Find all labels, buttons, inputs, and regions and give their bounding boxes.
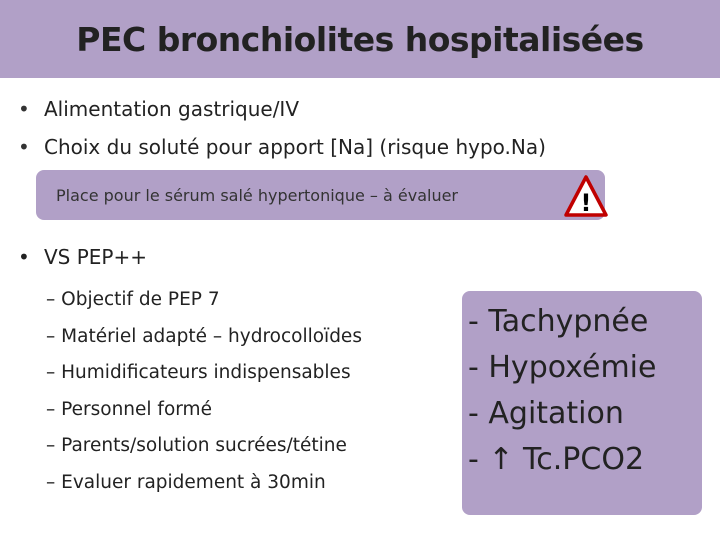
sub-list (46, 282, 362, 501)
sub-item: – Matériel adapté – hydrocolloïdes (46, 319, 362, 356)
sub-item: – Objectif de PEP 7 (46, 282, 362, 319)
clinical-signs-box (462, 291, 702, 515)
sub-item: – Personnel formé (46, 392, 362, 429)
warning-mark: ! (580, 189, 592, 217)
sub-item: – Humidificateurs indispensables (46, 355, 362, 392)
title-bar (0, 0, 720, 78)
sign-item: - Agitation (468, 391, 656, 437)
sign-item: - Hypoxémie (468, 345, 656, 391)
callout-text: Place pour le sérum salé hypertonique – à évaluer (56, 185, 458, 205)
page-title: PEC bronchiolites hospitalisées (76, 19, 644, 59)
bullet-item: • Choix du soluté pour apport [Na] (risque hypo.Na) (18, 128, 546, 166)
sign-item: - ↑ Tc.PCO2 (468, 437, 656, 483)
warning-triangle-icon (563, 174, 609, 218)
sub-item: – Parents/solution sucrées/tétine (46, 428, 362, 465)
sub-item: – Evaluer rapidement à 30min (46, 465, 362, 502)
hypertonic-saline-callout (36, 170, 605, 220)
main-bullet-list (18, 90, 546, 166)
bullet-item: • Alimentation gastrique/IV (18, 90, 546, 128)
sign-item: - Tachypnée (468, 299, 656, 345)
vs-bullet: • VS PEP++ (18, 245, 147, 269)
